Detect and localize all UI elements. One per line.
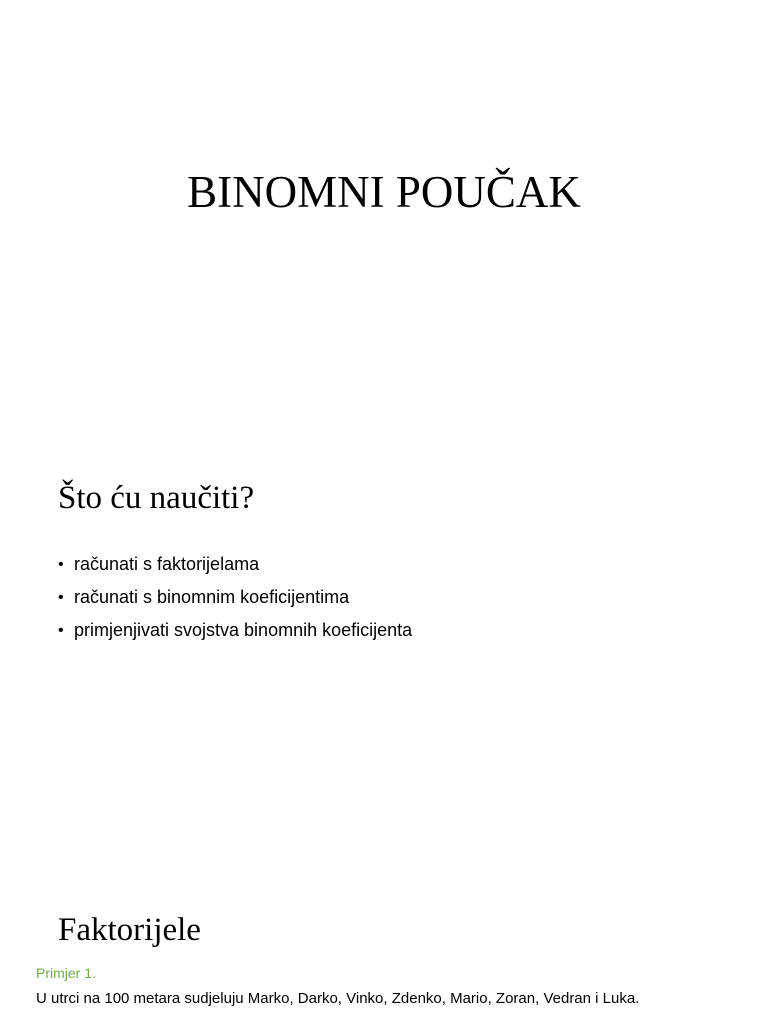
factorials-heading: Faktorijele [58,912,201,948]
list-item-text: primjenjivati svojstva binomnih koeficijenta [74,620,413,640]
learning-goals-list [58,548,412,647]
list-item-text: računati s faktorijelama [74,554,260,574]
list-item-text: računati s binomnim koeficijentima [74,587,350,607]
bullet-icon: • [58,622,64,639]
list-item [58,581,412,614]
list-item [58,614,412,647]
example-label: Primjer 1. [36,965,96,981]
slide-factorials [0,864,768,1024]
example-text: U utrci na 100 metara sudjeluju Marko, Darko, Vinko, Zdenko, Mario, Zoran, Vedran i Luka. [36,990,640,1007]
learning-goals-heading: Što ću naučiti? [58,480,255,516]
slide-title [0,0,768,432]
bullet-icon: • [58,589,64,606]
bullet-icon: • [58,556,64,573]
list-item [58,548,412,581]
presentation-title: BINOMNI POUČAK [187,167,581,217]
slide-learning-goals [0,432,768,864]
